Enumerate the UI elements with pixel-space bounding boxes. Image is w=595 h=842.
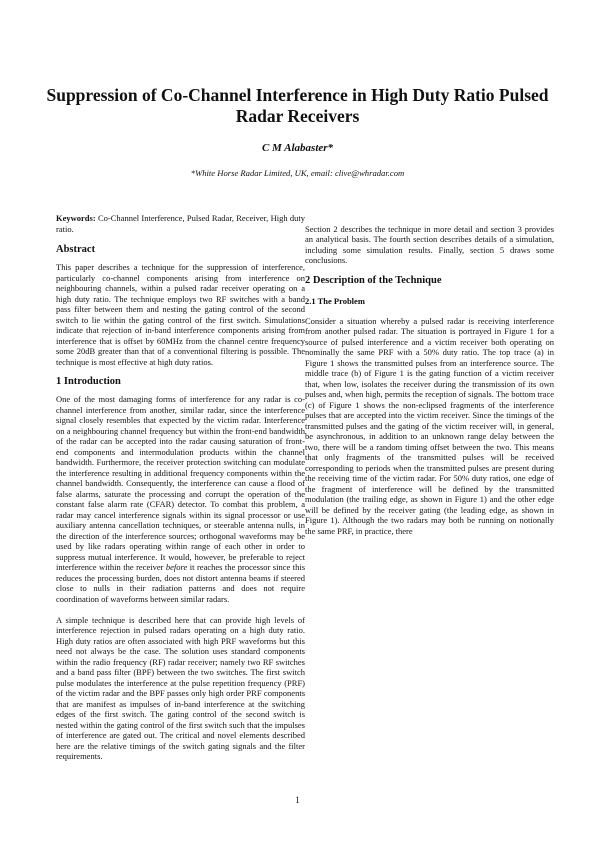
- keywords-text: Co-Channel Interference, Pulsed Radar, Receiver, High duty ratio.: [56, 213, 305, 234]
- abstract-heading: Abstract: [56, 244, 96, 255]
- keywords-label: Keywords:: [56, 213, 96, 223]
- right-column: [305, 213, 554, 536]
- intro-heading: 1 Introduction: [56, 376, 121, 387]
- section2-heading: 2 Description of the Technique: [305, 274, 442, 286]
- intro-p1-text-cont: it reaches the processor since this reduces the processing burden, does not distort antenna beams if steered close to nulls in their radiation patterns and does not require coordination of waveforms between similar radars.: [56, 562, 305, 604]
- page-number: 1: [295, 795, 300, 805]
- intro-p1-text: One of the most damaging forms of interference for any radar is co-channel interference from another, similar radar, since the interference signal closely resembles that expected by the victim radar. Interference on a neighbouring channel frequency but within the front-end bandwidth of the radar can be accepted into the radar causing saturation of front-end components and intermodulation products within the channel bandwidth. Furthermore, the receiver protection switching can modulate the interference resulting in additional frequency components within the channel bandwidth. Consequently, the interference can cause a flood of false alarms, saturate the processing and corrupt the operation of the constant false alarm rate (CFAR) detector. To combat this problem, a radar may cancel interference signals within its signal processor or use auxiliary antenna cancellation techniques, or steerable antenna nulls, in the direction of the interference sources; orthogonal waveforms may be used by like radars operating within range of each other in order to suppress mutual interference. It would, however, be preferable to reject interference within the receiver: [56, 394, 305, 572]
- left-column: [56, 213, 305, 762]
- abstract-text: This paper describes a technique for the suppression of interference, particularly co-channel components arising from interference on neighbouring channels, within a pulsed radar receiver operating on a high duty ratio. The technique employs two RF switches with a band pass filter between them and nesting the gating control of the second switch to lie within the gating control of the first switch. Simulations indicate that rejection of in-band interference components arising from interference that is offset by 60MHz from the channel centre frequency some 20dB greater than that of a conventional filtering is possible. The technique is most effective at high duty ratios.: [56, 262, 305, 367]
- problem-paragraph: Consider a situation whereby a pulsed radar is receiving interference from another pulsed radar. The situation is portrayed in Figure 1 for a source of pulsed interference and a victim receiver both operating on nominally the same PRF with a 50% duty ratio. The top trace (a) in Figure 1 shows the transmitted pulses from an interference source. The middle trace (b) of Figure 1 is the gating function of a victim receiver that, when low, isolates the receiver during the transmission of its own pulses and, when high, permits the reception of signals. The bottom trace (c) of Figure 1 shows the non-eclipsed fragments of the interference pulses that are accepted into the victim receiver. Since the timings of the transmitted pulses and the gating of the victim receiver will, in general, be asynchronous, in addition to an unknown range delay between the two, there will be a random timing offset between the two. This means that only fragments of the transmitted pulses will be received corresponding to periods when the transmitted pulses are present during the receiving time of the victim radar. For 50% duty ratios, one edge of the fragment of interference will be defined by the transmitted modulation (the trailing edge, as shown in Figure 1) and the other edge will be defined by the receiver gating (the leading edge, as shown in Figure 1). Although the two radars may both be running on notionally the same PRF, in practice, there: [305, 315, 554, 536]
- keywords: [56, 213, 305, 234]
- subsection-problem-heading: 2.1 The Problem: [305, 295, 365, 306]
- intro-paragraph-3: Section 2 describes the technique in more detail and section 3 provides an analytical basis. The fourth section describes details of a simulation, including some simulation results. Finally, section 5 draws some conclusions.: [305, 223, 554, 265]
- author-name: C M Alabaster*: [261, 142, 334, 154]
- author-affiliation: *White Horse Radar Limited, UK, email: clive@whradar.com: [190, 168, 405, 178]
- intro-paragraph-1: [56, 394, 305, 604]
- intro-p1-emphasis: before: [165, 562, 188, 572]
- paper-title: Suppression of Co-Channel Interference in High Duty Ratio Pulsed Radar Receivers: [46, 85, 549, 126]
- intro-paragraph-2: A simple technique is described here that can provide high levels of interference rejection in pulsed radars operating on a high duty ratio. High duty ratios are often associated with high PRF waveforms but this need not always be the case. The solution uses standard components within the radio frequency (RF) radar receiver; namely two RF switches and a band pass filter (BPF) between the two switches. The first switch pulse modulates the interference at the pulse repetition frequency (PRF) of the victim radar and the BPF passes only high order PRF components that are manifest as impulses of in-band interference at the switching edges of the first switch. The gating control of the second switch is nested within the gating control of the first switch such that the impulses of interference are gated out. The critical and novel elements described here are the relative timings of the switch gating signals and the filter requirements.: [56, 614, 305, 761]
